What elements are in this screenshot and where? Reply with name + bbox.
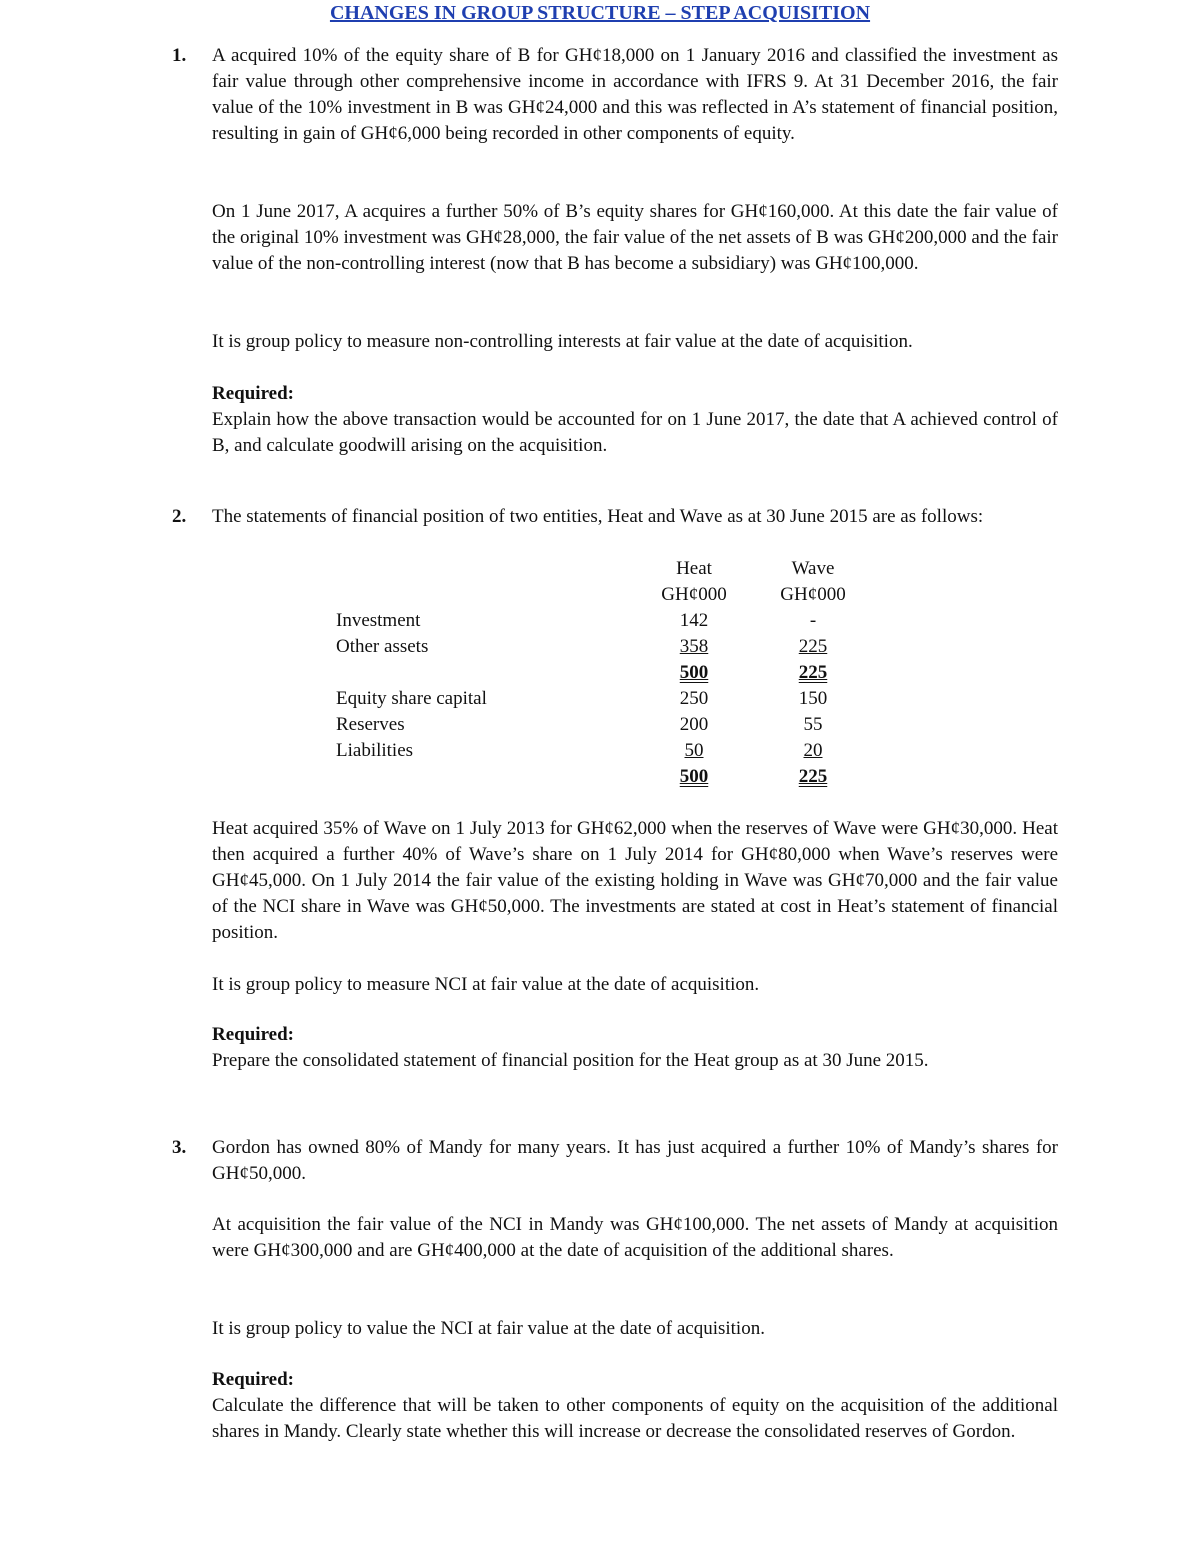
question-3-paragraph-1: Gordon has owned 80% of Mandy for many years. It has just acquired a further 10% of Mandy’s shares for GH¢50,000. (212, 1137, 1058, 1184)
row-label-other-assets: Other assets (336, 636, 429, 657)
cell-heat-liabilities: 50 (684, 740, 704, 761)
cell-wave-equity-share-capital: 150 (798, 688, 828, 709)
row-label-investment: Investment (336, 610, 421, 631)
cell-wave-reserves: 55 (803, 714, 823, 735)
cell-heat-other-assets: 358 (679, 636, 709, 657)
question-3-number: 3. (172, 1137, 187, 1158)
page-title: CHANGES IN GROUP STRUCTURE – STEP ACQUISITION (329, 2, 871, 24)
question-2-number: 2. (172, 506, 187, 527)
cell-heat-equity-share-capital: 250 (679, 688, 709, 709)
row-label-liabilities: Liabilities (336, 740, 414, 761)
cell-heat-total-equity-liabilities: 500 (679, 766, 709, 787)
cell-wave-total-equity-liabilities: 225 (798, 766, 828, 787)
question-3-paragraph-3: It is group policy to value the NCI at fair value at the date of acquisition. (212, 1318, 765, 1339)
question-1-required-label: Required: (212, 383, 294, 404)
question-1-paragraph-3: It is group policy to measure non-controlling interests at fair value at the date of acquisition. (212, 331, 913, 352)
question-2-required-text: Prepare the consolidated statement of financial position for the Heat group as at 30 June 2015. (212, 1050, 929, 1071)
cell-wave-investment: - (809, 610, 817, 631)
question-1-paragraph-2: On 1 June 2017, A acquires a further 50% of B’s equity shares for GH¢160,000. At this date the fair value of the original 10% investment was GH¢28,000, the fair value of the net assets of B was GH¢200,000 and the fair value of the non-controlling interest (now that B has become a subsidiary) was GH¢100,000. (212, 201, 1058, 274)
cell-heat-investment: 142 (679, 610, 709, 631)
question-3-required-text: Calculate the difference that will be taken to other components of equity on the acquisition of the additional shares in Mandy. Clearly state whether this will increase or decrease the consolidated reserves of Gordon. (212, 1395, 1058, 1442)
row-label-equity-share-capital: Equity share capital (336, 688, 487, 709)
cell-wave-total-assets: 225 (798, 662, 828, 683)
question-2-paragraph-1: The statements of financial position of two entities, Heat and Wave as at 30 June 2015 are as follows: (212, 506, 984, 527)
question-2-paragraph-2: Heat acquired 35% of Wave on 1 July 2013 for GH¢62,000 when the reserves of Wave were GH¢30,000. Heat then acquired a further 40% of Wave’s share on 1 July 2014 for GH¢80,000 when Wave’s reserves were GH¢45,000. On 1 July 2014 the fair value of the existing holding in Wave was GH¢70,000 and the fair value of the NCI share in Wave was GH¢50,000. The investments are stated at cost in Heat’s statement of financial position. (212, 818, 1058, 943)
col-unit-heat: GH¢000 (661, 584, 727, 605)
question-1-required-text: Explain how the above transaction would be accounted for on 1 June 2017, the date that A achieved control of B, and calculate goodwill arising on the acquisition. (212, 409, 1058, 456)
cell-wave-other-assets: 225 (798, 636, 828, 657)
col-head-heat: Heat (676, 558, 712, 579)
col-head-wave: Wave (791, 558, 835, 579)
question-2-required-label: Required: (212, 1024, 294, 1045)
question-1-number: 1. (172, 45, 187, 66)
cell-heat-total-assets: 500 (679, 662, 709, 683)
question-1-paragraph-1: A acquired 10% of the equity share of B for GH¢18,000 on 1 January 2016 and classified the investment as fair value through other comprehensive income in accordance with IFRS 9. At 31 December 2016, the fair value of the 10% investment in B was GH¢24,000 and this was reflected in A’s statement of financial position, resulting in gain of GH¢6,000 being recorded in other components of equity. (212, 45, 1058, 144)
cell-wave-liabilities: 20 (803, 740, 823, 761)
question-3-paragraph-2: At acquisition the fair value of the NCI in Mandy was GH¢100,000. The net assets of Mandy at acquisition were GH¢300,000 and are GH¢400,000 at the date of acquisition of the additional shares. (212, 1214, 1058, 1261)
cell-heat-reserves: 200 (679, 714, 709, 735)
col-unit-wave: GH¢000 (780, 584, 846, 605)
question-2-paragraph-3: It is group policy to measure NCI at fair value at the date of acquisition. (212, 974, 760, 995)
row-label-reserves: Reserves (336, 714, 405, 735)
question-3-required-label: Required: (212, 1369, 294, 1390)
